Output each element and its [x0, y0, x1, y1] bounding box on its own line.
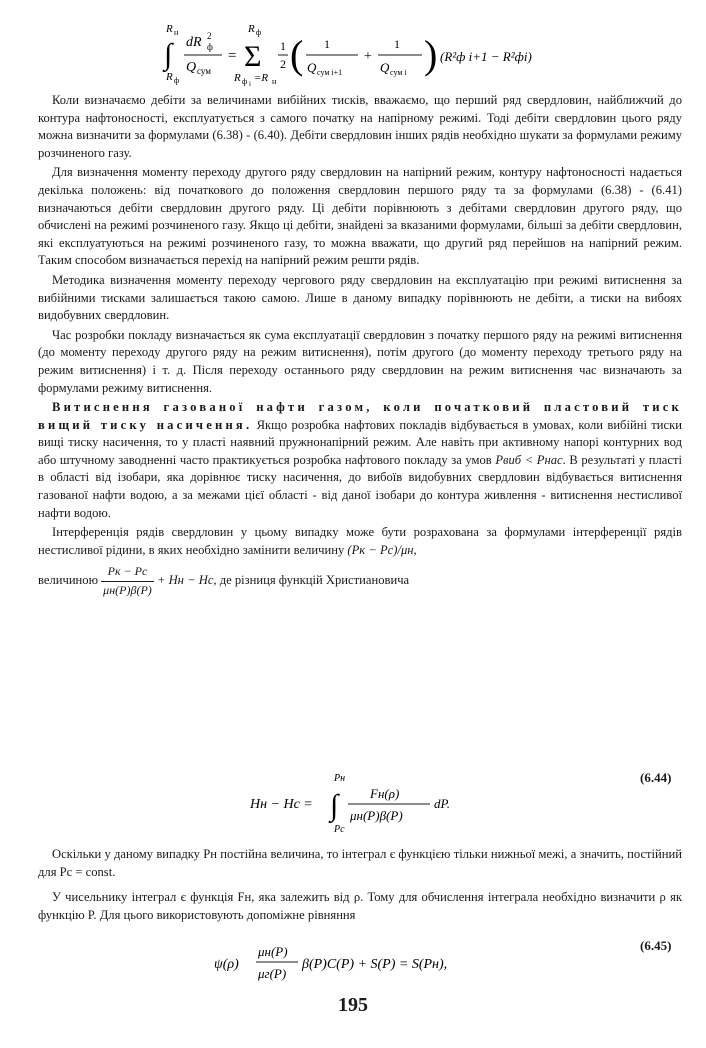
paragraph-5-text-b: . В результаті у пласті в області від ізобари, яка дорівнює тиску насичення, до вибоїв видобувних свердловин відбувається витиснення газованої нафти водою, а за межами цієї області - від даної ізобари до контура живлення - витиснення нестисливої нафти водою.	[38, 452, 682, 520]
paragraph-5	[38, 399, 682, 522]
paragraph-7-after: де різниця функцій Христиановича	[216, 573, 410, 588]
frac1-den-sub: сум i+1	[317, 68, 343, 77]
equation-6-45	[214, 934, 514, 990]
sum-lower-i: i	[249, 80, 251, 88]
paragraph-6-expr: (Pк − Pс)/μн,	[347, 542, 417, 557]
paragraph-7-fraction	[101, 563, 154, 599]
paragraph-7	[38, 563, 682, 599]
frac2-den: Q	[380, 60, 390, 75]
top-frac-den-sub: сум	[197, 66, 211, 76]
eq644-tail: dP.	[434, 796, 451, 811]
equation-6-44	[250, 768, 510, 838]
paragraph-5-text-a: Якщо розробка нафтових покладів відбувається в умовах, коли вибійні тиски вищі тиску насичення, то у пласті наявний пружнонапірний режим. Але навіть при активному напорі контурних вод або штучному заводненні часто практикується розробка нафтового покладу за умов	[38, 417, 682, 467]
sum-sign: Σ	[244, 40, 262, 73]
top-frac-num-sup: 2	[207, 31, 212, 41]
top-frac-num-sub: ф	[207, 42, 213, 52]
right-paren: )	[424, 32, 438, 77]
equals-sign: =	[228, 48, 237, 64]
left-paren: (	[290, 32, 304, 77]
top-frac-num: dR	[186, 35, 202, 50]
half-num: 1	[280, 39, 286, 53]
eq644-int-lower: Pс	[334, 824, 345, 835]
paragraph-5-heading: Витиснення газованої нафти газом, коли початковий пластовий тиск вищий тиску насичення.	[38, 400, 682, 432]
paragraph-7-den: μн(P)β(P)	[103, 583, 152, 598]
frac2-den-sub: сум i	[390, 68, 407, 77]
integral-sign: ∫	[164, 38, 173, 71]
paragraph-3: Методика визначення моменту переходу чергового ряду свердловин на експлуатацію при режимі витиснення за вибійними тисками залишається такою самою. Лише в даному випадку порівнюють не дебіти, а тиски на вибоях видобувних свердловин.	[38, 272, 682, 323]
eq644-num: Fн(ρ)	[370, 786, 400, 801]
page-number: 195	[338, 994, 368, 1016]
paragraph-4: Час розробки покладу визначається як сума експлуатації свердловин з початку першого ряду на режимі витиснення (до моменту переходу другого ряду на режим витиснення), потім другого (до моменту переходу третього ряду на режим витиснення) і т. д. Після переходу останнього ряду свердловин на режим витиснення час визначають за формулами режиму витиснення.	[38, 327, 682, 395]
int-upper-sub: н	[174, 28, 179, 37]
sum-lower: R	[234, 72, 241, 84]
eq645-num: μн(P)	[258, 944, 288, 959]
frac-plus: +	[364, 49, 372, 64]
paragraph-1: Коли визначаємо дебіти за величинами вибійних тисків, вважаємо, що перший ряд свердловин, найближчий до контура нафтоносності, експлуатується з самого початку на напірному режимі. Тоді дебіти свердловин цього ряду можна визначити за формулами (6.38) - (6.40). Дебіти свердловин інших рядів необхідно шукати за формулами режиму розчиненого газу.	[38, 93, 682, 160]
eq645-den: μг(P)	[258, 966, 287, 981]
eq645-tail: β(P)C(P) + S(P) = S(Pн),	[302, 957, 448, 972]
int-upper: R	[166, 23, 173, 35]
eq-644-number: (6.44)	[640, 770, 672, 785]
paragraph-6	[38, 524, 682, 559]
tail-expr: (R²ф i+1 − R²фi)	[440, 49, 532, 64]
paragraph-8: Оскільки у даному випадку Pн постійна величина, то інтеграл є функцією тільки нижньої межі, а значить, постійний для Pс = const.	[38, 847, 682, 879]
int-lower: R	[166, 71, 173, 83]
sum-upper-sub: ф	[256, 28, 262, 37]
paragraph-7-lead: величиною	[38, 573, 99, 588]
eq644-den: μн(P)β(P)	[350, 808, 403, 823]
sum-lower-sub: ф	[242, 77, 248, 86]
half-den: 2	[280, 57, 286, 71]
frac1-num: 1	[324, 37, 330, 51]
top-frac-den: Q	[186, 60, 197, 75]
paragraph-6-text: Інтерференція рядів свердловин у цьому випадку може бути розрахована за формулами інтерференції рядів нестисливої рідини, в яких необхідно замінити величину	[38, 525, 682, 557]
sum-lower-eq-sub: н	[272, 77, 277, 86]
paragraph-7-num: Pк − Pс	[101, 563, 154, 582]
sum-upper: R	[248, 23, 255, 35]
paragraph-9: У чисельнику інтеграл є функція Fн, яка залежить від ρ. Тому для обчислення інтеграла необхідно визначити ρ як функцію P. Для цього використовують допоміжне рівняння	[38, 890, 682, 922]
int-lower-sub: ф	[174, 76, 180, 85]
frac2-num: 1	[394, 37, 400, 51]
paragraph-5-condition: Pвиб < Pнас	[495, 452, 563, 467]
eq644-int-upper: Pн	[334, 773, 346, 784]
eq644-lhs: Hн − Hс =	[250, 797, 313, 812]
sum-lower-eq: =R	[254, 72, 269, 84]
eq644-integral: ∫	[330, 789, 339, 822]
formula-top	[150, 18, 580, 88]
paragraph-2: Для визначення моменту переходу другого ряду свердловин на напірний режим, контуру нафтоносності надається декілька положень: від початкового до положення свердловин першого ряду та за формулами (6.38) - (6.41) визначаються дебіти свердловин другого ряду. Ці дебіти порівнюють з дебітами свердловин другого ряду, що обчислені на режимі розчиненого газу. Якщо ці дебіти, знайдені за вказаними формулами, більші за дебіти свердловин, які експлуатуються на режимі розчиненого газу, то можна вважати, що другий ряд перейшов на напірний режим. Таким способом визначається перехід на напірний режим решти рядів.	[38, 165, 682, 268]
eq-645-number: (6.45)	[640, 938, 672, 953]
paragraph-block-2	[38, 846, 682, 924]
paragraph-7-tail: + Hн − Hс,	[156, 573, 217, 588]
paragraph-block-1	[38, 92, 682, 600]
eq645-lhs: ψ(ρ)	[214, 957, 239, 972]
frac1-den: Q	[307, 60, 317, 75]
